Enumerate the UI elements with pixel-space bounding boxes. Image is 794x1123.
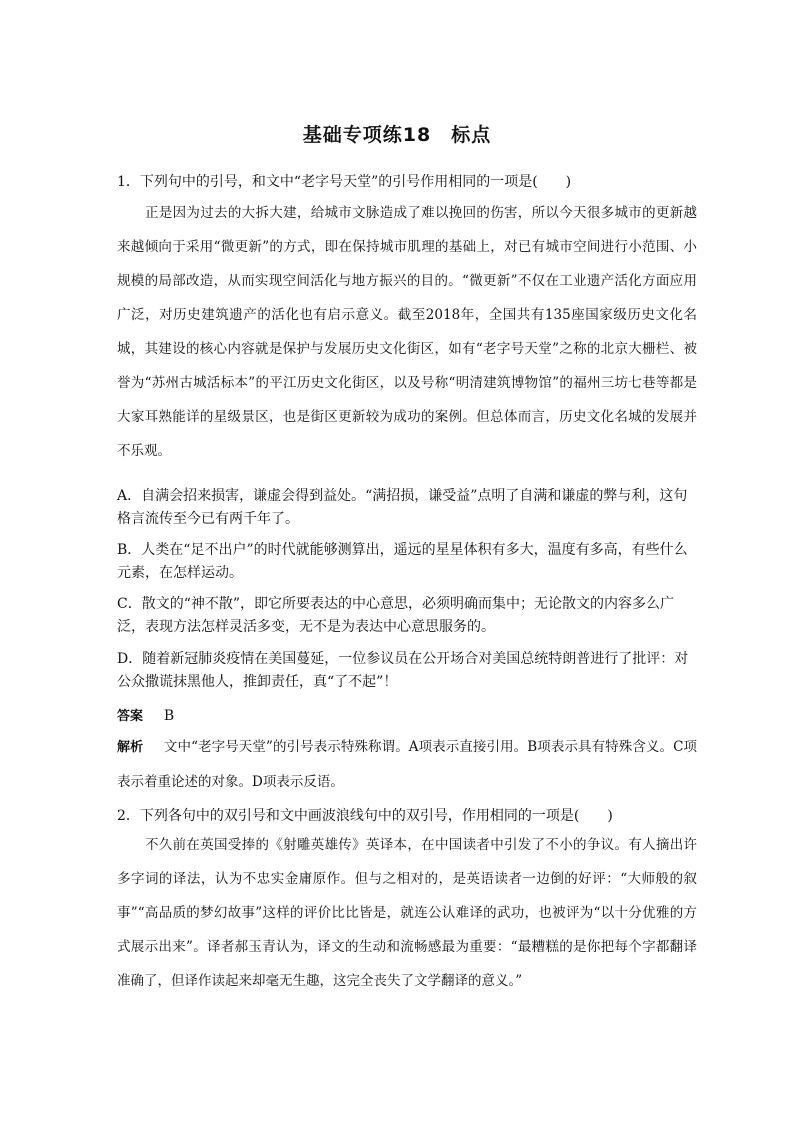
question-1-answer xyxy=(117,706,174,727)
question-2-passage: 不久前在英国受捧的《射雕英雄传》英译本，在中国读者中引发了不小的争议。有人摘出许多字词的译法，认为不忠实金庸原作。但与之相对的，是英语读者一边倒的好评：“大师般的叙事”“高品质的梦幻故事”这样的评价比比皆是，就连公认难译的武功，也被评为“以十分优雅的方式展示出来”。译者郝玉青认为，译文的生动和流畅感最为重要：“最糟糕的是你把每个字都翻译准确了，但译作读起来却毫无生趣，这完全丧失了文学翻译的意义。” xyxy=(117,837,697,989)
explanation-text: 文中“老字号天堂”的引号表示特殊称谓。A项表示直接引用。B项表示具有特殊含义。C项表示着重论述的对象。D项表示反语。 xyxy=(117,739,697,790)
answer-value: B xyxy=(163,708,175,724)
answer-label: 答案 xyxy=(117,709,144,724)
explanation-label: 解析 xyxy=(117,740,144,755)
question-1-option-b: B．人类在“足不出户”的时代就能够测算出，遥远的星星体积有多大，温度有多高，有些什么元素，在怎样运动。 xyxy=(117,542,688,581)
question-1-option-c: C．散文的“神不散”，即它所要表达的中心意思，必须明确而集中；无论散文的内容多么广泛，表现方法怎样灵活多变，无不是为表达中心意思服务的。 xyxy=(117,596,675,635)
question-1-option-d: D．随着新冠肺炎疫情在美国蔓延，一位参议员在公开场合对美国总统特朗普进行了批评：对公众撒谎抹黑他人，推卸责任，真“了不起”！ xyxy=(117,651,689,690)
question-1-stem: 1．下列句中的引号，和文中“老字号天堂”的引号作用相同的一项是( ) xyxy=(117,174,572,190)
page-title: 基础专项练18 标点 xyxy=(302,124,492,146)
question-1-option-a: A．自满会招来损害，谦虚会得到益处。“满招损，谦受益”点明了自满和谦虚的弊与利，这句格言流传至今已有两千年了。 xyxy=(117,488,688,527)
question-1-explanation xyxy=(117,730,697,799)
question-2-stem: 2．下列各句中的双引号和文中画波浪线句中的双引号，作用相同的一项是( ) xyxy=(117,808,613,824)
question-1-passage: 正是因为过去的大拆大建，给城市文脉造成了难以挽回的伤害，所以今天很多城市的更新越来越倾向于采用“微更新”的方式，即在保持城市肌理的基础上，对已有城市空间进行小范围、小规模的局部改造，从而实现空间活化与地方振兴的目的。“微更新”不仅在工业遗产活化方面应用广泛，对历史建筑遗产的活化也有启示意义。截至2018年，全国共有135座国家级历史文化名城，其建设的核心内容就是保护与发展历史文化街区，如有“老字号天堂”之称的北京大栅栏、被誉为“苏州古城活标本”的平江历史文化街区，以及号称“明清建筑博物馆”的福州三坊七巷等都是大家耳熟能详的星级景区，也是街区更新较为成功的案例。但总体而言，历史文化名城的发展并不乐观。 xyxy=(117,205,697,459)
